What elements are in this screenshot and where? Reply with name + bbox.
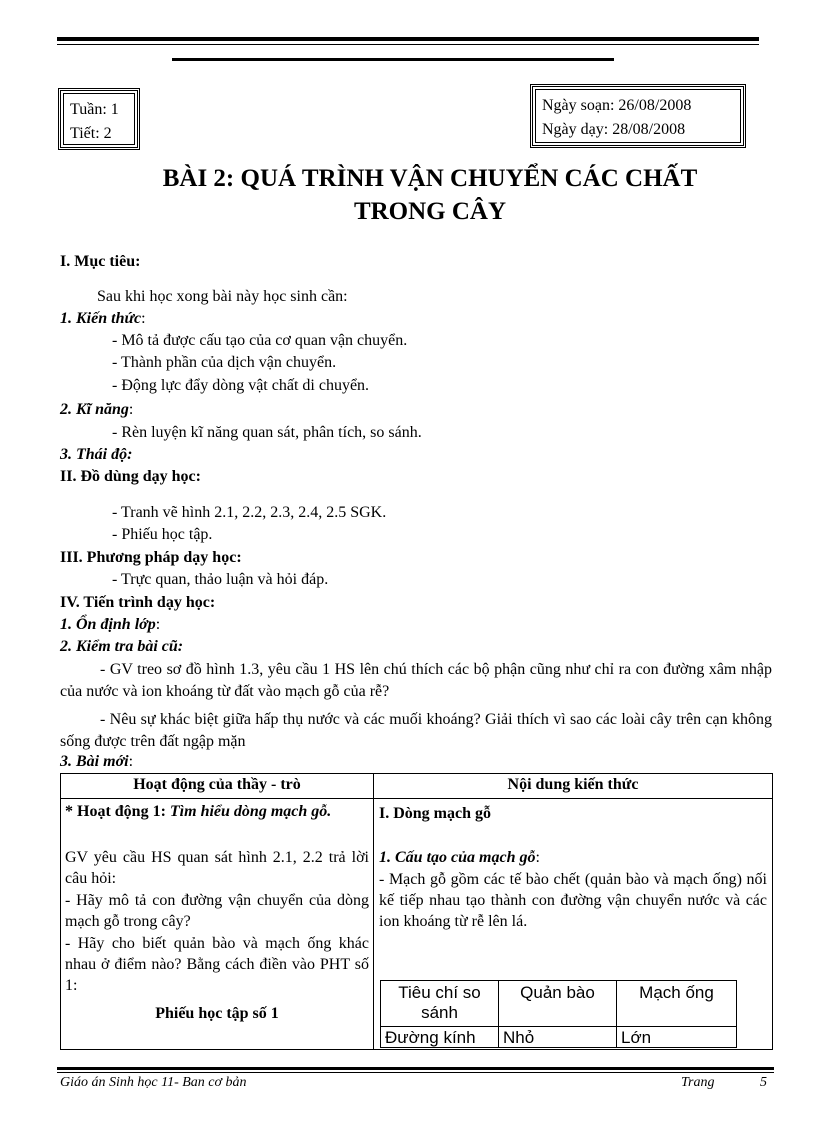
comparison-cell: Lớn	[621, 1028, 652, 1047]
section-2-heading: II. Đồ dùng dạy học:	[60, 468, 201, 485]
skills-heading: 2. Kĩ năng:	[60, 401, 134, 418]
prep-date: Ngày soạn: 26/08/2008	[542, 97, 692, 114]
content-heading-xylem: I. Dòng mạch gỗ	[379, 805, 492, 822]
review-paragraph-1: - GV treo sơ đồ hình 1.3, yêu cầu 1 HS lên chú thích các bộ phận cũng như chỉ ra con đường xâm nhập của nước và ion khoáng từ đất vào mạch gỗ của rễ?	[60, 661, 772, 700]
materials-item: - Phiếu học tập.	[112, 526, 213, 543]
comparison-header-criteria: Tiêu chí so sánh	[381, 981, 499, 1027]
comparison-header-vessel: Mạch ống	[617, 981, 736, 1027]
week-period-box	[58, 88, 140, 150]
section-3-heading: III. Phương pháp dạy học:	[60, 549, 242, 566]
content-structure-text: - Mạch gỗ gồm các tế bào chết (quản bào và mạch ống) nối kế tiếp nhau tạo thành con đường vận chuyển nước và các ion khoáng từ rễ lên lá.	[379, 871, 767, 930]
section-1-intro: Sau khi học xong bài này học sinh cần:	[97, 288, 348, 305]
footer-page-number: 5	[760, 1075, 767, 1090]
activity-1-heading: * Hoạt động 1: Tìm hiểu dòng mạch gỗ.	[65, 803, 332, 820]
knowledge-item: - Thành phần của dịch vận chuyển.	[112, 354, 337, 371]
knowledge-item: - Động lực đẩy dòng vật chất di chuyển.	[112, 377, 370, 394]
worksheet-title: Phiếu học tập số 1	[155, 1005, 279, 1022]
comparison-cell: Đường kính	[381, 1027, 499, 1048]
comparison-table	[380, 980, 737, 1048]
review-heading: 2. Kiểm tra bài cũ:	[60, 638, 184, 655]
header-rule	[57, 37, 759, 41]
footer-rule-thin	[57, 1072, 774, 1073]
header-subrule	[172, 58, 614, 61]
knowledge-heading: 1. Kiến thức:	[60, 310, 146, 327]
comparison-header-tracheid: Quản bào	[499, 981, 617, 1027]
attitude-heading: 3. Thái độ:	[60, 446, 133, 463]
review-paragraph-2: - Nêu sự khác biệt giữa hấp thụ nước và các muối khoáng? Giải thích vì sao các loài cây trên cạn không sống được trên đất ngập mặn	[60, 711, 772, 750]
column-divider	[373, 774, 374, 1049]
section-1-heading: I. Mục tiêu:	[60, 253, 141, 270]
table-header-content: Nội dung kiến thức	[507, 776, 639, 793]
lesson-title-line1: BÀI 2: QUÁ TRÌNH VẬN CHUYỂN CÁC CHẤT	[162, 165, 698, 192]
teach-date: Ngày dạy: 28/08/2008	[542, 121, 686, 138]
activity-1-question-2: - Hãy cho biết quản bào và mạch ống khác nhau ở điểm nào? Bằng cách điền vào PHT số 1:	[65, 935, 369, 994]
table-header-activities: Hoạt động của thầy - trò	[133, 776, 301, 793]
knowledge-item: - Mô tả được cấu tạo của cơ quan vận chuyển.	[112, 332, 408, 349]
skills-item: - Rèn luyện kĩ năng quan sát, phân tích, so sánh.	[112, 424, 422, 441]
stabilize-heading: 1. Ổn định lớp:	[60, 616, 161, 633]
section-4-heading: IV. Tiến trình dạy học:	[60, 594, 216, 611]
period-label: Tiết: 2	[70, 125, 112, 142]
content-subheading-structure: 1. Cấu tạo của mạch gỗ:	[379, 849, 540, 866]
methods-item: - Trực quan, thảo luận và hỏi đáp.	[112, 571, 329, 588]
dates-box	[530, 84, 746, 148]
comparison-cell: Nhỏ	[499, 1027, 617, 1048]
header-rule-thin	[57, 44, 759, 45]
new-lesson-heading: 3. Bài mới:	[60, 753, 134, 770]
week-label: Tuần: 1	[70, 101, 119, 118]
footer-rule	[57, 1067, 774, 1070]
activity-1-instruction: GV yêu cầu HS quan sát hình 2.1, 2.2 trả lời câu hỏi:	[65, 849, 369, 887]
footer-page-label: Trang	[681, 1075, 715, 1090]
lesson-title-line2: TRONG CÂY	[353, 198, 507, 225]
materials-item: - Tranh vẽ hình 2.1, 2.2, 2.3, 2.4, 2.5 SGK.	[112, 504, 387, 521]
header-divider	[61, 798, 772, 799]
activity-1-question-1: - Hãy mô tả con đường vận chuyển của dòng mạch gỗ trong cây?	[65, 892, 369, 930]
footer-course: Giáo án Sinh học 11- Ban cơ bản	[60, 1075, 247, 1090]
